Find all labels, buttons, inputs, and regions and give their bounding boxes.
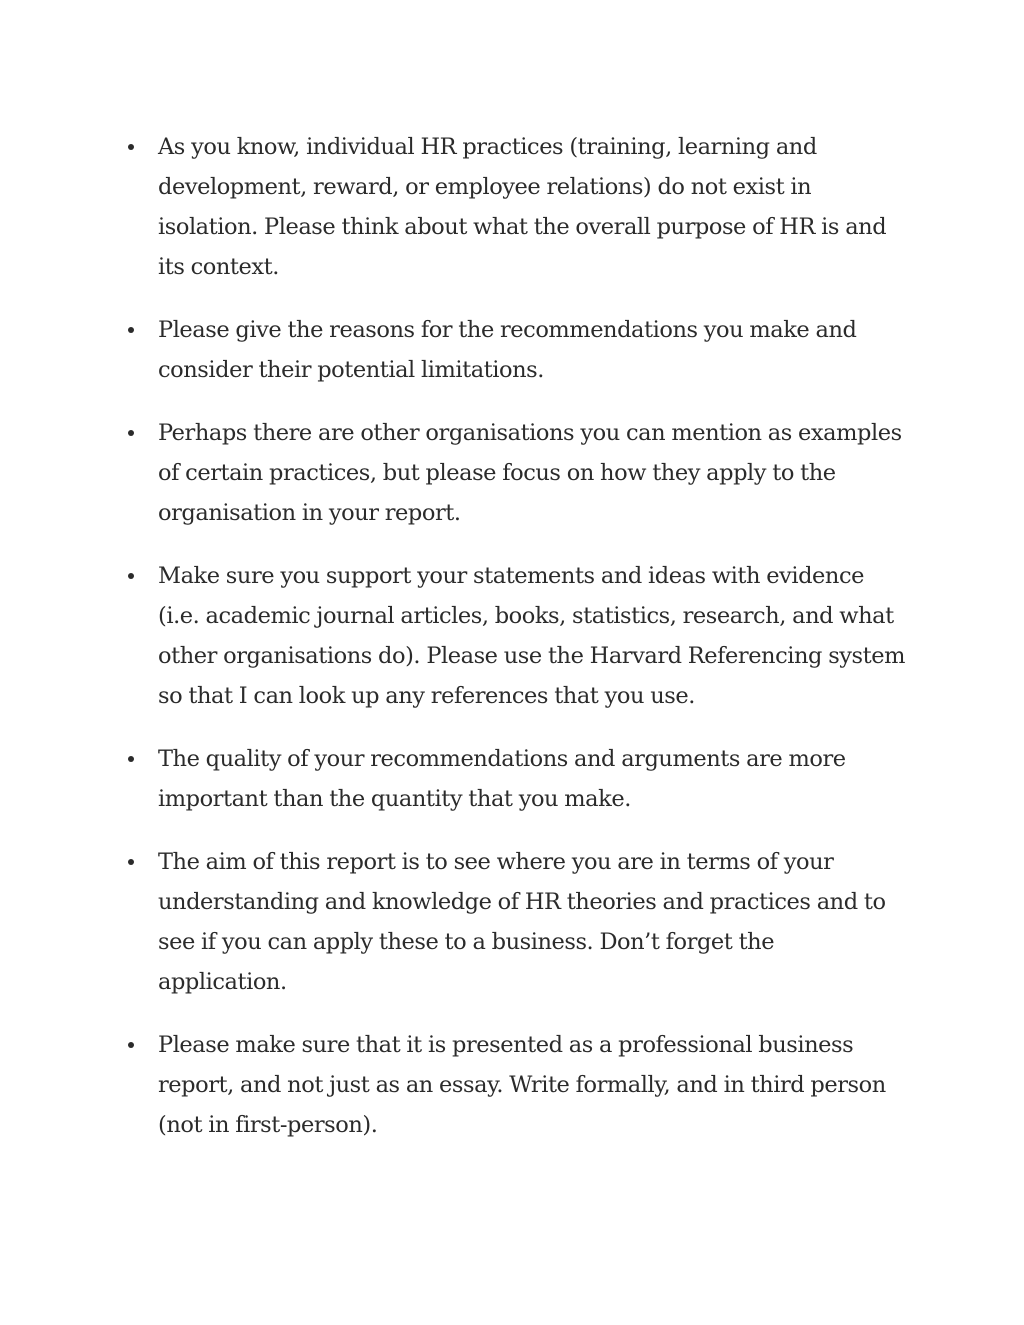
- bullet-text: Please give the reasons for the recommendations you make and consider their potential limitations.: [158, 317, 857, 383]
- bullet-text: As you know, individual HR practices (training, learning and development, reward, or employee relations) do not exist in isolation. Please think about what the overall purpose of HR is and its context.: [158, 134, 887, 280]
- bullet-icon: [128, 144, 134, 150]
- bullet-text: Make sure you support your statements and ideas with evidence (i.e. academic journal articles, books, statistics, research, and what other organisations do). Please use the Harvard Referencing system so that I can look up any references that you use.: [158, 563, 905, 709]
- bullet-icon: [128, 756, 134, 762]
- list-item: [0, 556, 908, 716]
- bullet-text: Perhaps there are other organisations you can mention as examples of certain practices, but please focus on how they apply to the organisation in your report.: [158, 420, 902, 526]
- list-item: [0, 739, 908, 819]
- list-item: [0, 842, 908, 1002]
- bullet-icon: [128, 327, 134, 333]
- guidance-bullet-list: [0, 127, 1024, 1168]
- bullet-icon: [128, 859, 134, 865]
- bullet-text: The quality of your recommendations and arguments are more important than the quantity that you make.: [158, 746, 846, 812]
- bullet-icon: [128, 573, 134, 579]
- list-item: [0, 310, 908, 390]
- bullet-icon: [128, 430, 134, 436]
- list-item: [0, 1025, 908, 1145]
- bullet-icon: [128, 1042, 134, 1048]
- bullet-text: The aim of this report is to see where you are in terms of your understanding and knowledge of HR theories and practices and to see if you can apply these to a business. Don’t forget the application.: [158, 849, 886, 995]
- list-item: [0, 413, 908, 533]
- list-item: [0, 127, 908, 287]
- bullet-text: Please make sure that it is presented as a professional business report, and not just as an essay. Write formally, and in third person (not in first-person).: [158, 1032, 886, 1138]
